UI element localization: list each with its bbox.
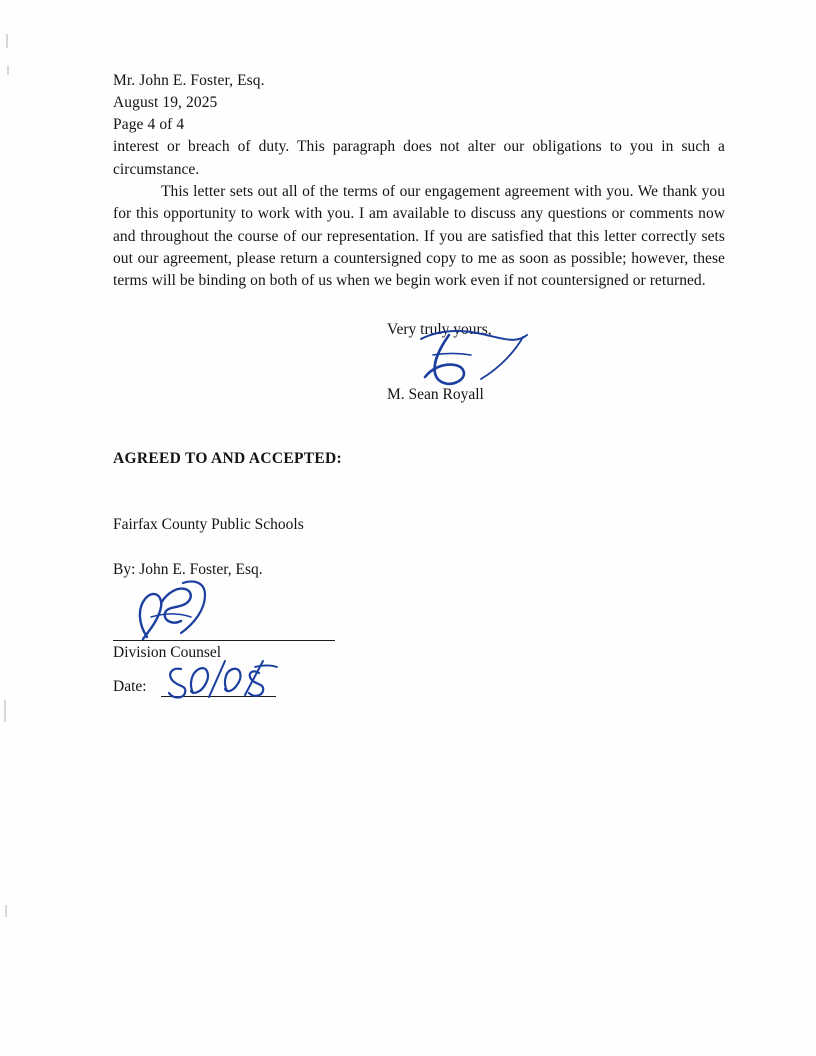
acceptance-signature-area (113, 583, 725, 693)
closing-salutation: Very truly yours, (387, 320, 492, 338)
acceptance-heading: AGREED TO AND ACCEPTED: (113, 449, 342, 467)
header-date: August 19, 2025 (113, 94, 218, 112)
letter-header (113, 70, 725, 136)
client-name: Fairfax County Public Schools (113, 515, 304, 533)
scan-artifact (4, 700, 6, 722)
countersignature-ink (121, 573, 231, 653)
closing-block (113, 321, 725, 417)
document-content (113, 70, 725, 693)
paragraph-closing: This letter sets out all of the terms of our engagement agreement with you. We thank you for this opportunity to work with you. I am available to discuss any questions or comments now and throughout the course of our representation. If you are satisfied that this letter correctly sets out our agreement, please return a countersigned copy to me as soon as possible; however, these terms will be binding on both of us when we begin work even if not countersigned or returned. (113, 183, 725, 290)
signer-name: M. Sean Royall (387, 385, 484, 403)
paragraph-continued: interest or breach of duty. This paragraph does not alter our obligations to you in such a circumstance. (113, 138, 725, 178)
date-label: Date: (113, 677, 147, 695)
date-handwritten-ink (159, 659, 284, 701)
by-line: By: John E. Foster, Esq. (113, 560, 263, 578)
signature-title-label: Division Counsel (113, 643, 222, 661)
header-recipient: Mr. John E. Foster, Esq. (113, 72, 265, 89)
date-line (161, 696, 276, 697)
scan-artifact (5, 905, 7, 917)
header-page-number: Page 4 of 4 (113, 116, 185, 134)
scan-artifact (7, 66, 9, 75)
signature-line (113, 640, 335, 641)
scan-artifact (6, 34, 8, 48)
